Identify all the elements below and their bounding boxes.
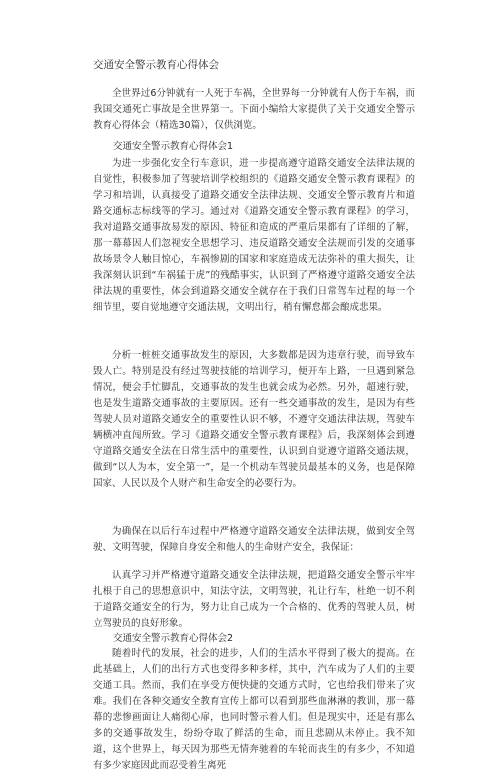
section-1-paragraph-3 — [93, 524, 415, 556]
section-1-paragraph-2 — [93, 348, 415, 492]
section-1-text-1: 为进一步强化安全行车意识，进一步提高遵守道路交通安全法律法规的自觉性，积极参加了驾驶培训学校组织的《道路交通安全警示教育课程》的学习和培训，认真接受了道路交通安全法律法规、交通安全警示教育片和道路交通标志标线等的学习。通过对《道路交通安全警示教育课程》的学习，我对道路交通事故易发的原因、特征和造成的严重后果都有了详细的了解，那一幕幕因人们忽视安全思想学习、违反道路交通安全法规而引发的交通事故场景令人触目惊心，车祸惨剧的国家和家庭造成无法弥补的重大损失，让我深刻认识到“车祸猛于虎”的残酷事实，认识到了严格遵守道路交通安全法律法规的重要性，体会到道路交通安全就存在于我们日常驾车过程的每一个细节里，要自觉地遵守交通法规，文明出行，稍有懈怠都会酿成悲果。 — [93, 158, 415, 313]
section-1-text-3: 为确保在以后行车过程中严格遵守道路交通安全法律法规，做到安全驾驶、文明驾驶，保障自身安全和他人的生命财产安全，我保证： — [93, 526, 415, 553]
intro-text: 全世界过6分钟就有一人死于车祸，全世界每一分钟就有人伤于车祸，而我国交通死亡事故是全世界第一。下面小编给大家提供了关于交通安全警示教育心得体会（精选30篇），仅供浏览。 — [93, 88, 415, 131]
section-1-text-4: 认真学习并严格遵守道路交通安全法律法规，把道路交通安全警示牢牢扎根于自己的思想意识中，知法守法，文明驾驶，礼让行车，杜绝一切不利于道路交通安全的行为，努力让自己成为一个合格的、优秀的驾驶人员，树立驾驶员的良好形象。 — [93, 570, 415, 629]
section-2-paragraph — [93, 646, 415, 771]
intro-paragraph — [93, 86, 415, 134]
document-title: 交通安全警示教育心得体会 — [93, 59, 219, 71]
section-1-paragraph-4 — [93, 568, 415, 632]
section-2-heading: 交通安全警示教育心得体会2 — [113, 633, 234, 644]
section-1-paragraph-1 — [93, 156, 415, 316]
section-1-heading: 交通安全警示教育心得体会1 — [113, 141, 234, 152]
section-1-text-2: 分析一桩桩交通事故发生的原因，大多数都是因为违章行驶，而导致车毁人亡。特别是没有经过驾驶技能的培训学习，便开车上路，一旦遇到紧急情况，便会手忙脚乱，交通事故的发生也就会成为必然。另外，超速行驶，也是发生道路交通事故的主要原因。还有一些交通事故的发生，是因为有些驾驶人员对道路交通安全的重要性认识不够，不遵守交通法律法规，驾驶车辆横冲直闯所致。学习《道路交通安全警示教育课程》后，我深刻体会到遵守道路交通安全法在日常生活中的重要性，认识到自觉遵守道路交通法规，做到“以人为本，安全第一”，是一个机动车驾驶员最基本的义务，也是保障国家、人民以及个人财产和生命安全的必要行为。 — [93, 350, 415, 489]
section-2-text: 随着时代的发展，社会的进步，人们的生活水平得到了极大的提高。在此基础上，人们的出行方式也变得多种多样，其中，汽车成为了人们的主要交通工具。然而，我们在享受方便快捷的交通方式时，它也给我们带来了灾难。我们在各种交通安全教育宣传上都可以看到那些血淋淋的教训，那一幕幕的悲惨画面让人痛彻心扉，也同时警示着人们。但是现实中，还是有那么多的交通事故发生，纷纷夺取了鲜活的生命，而且悲剧从未停止。我不知道，这个世界上，每天因为那些无情奔驰着的车轮而丧生的有多少，不知道有多少家庭因此而忍受着生离死 — [93, 648, 415, 771]
